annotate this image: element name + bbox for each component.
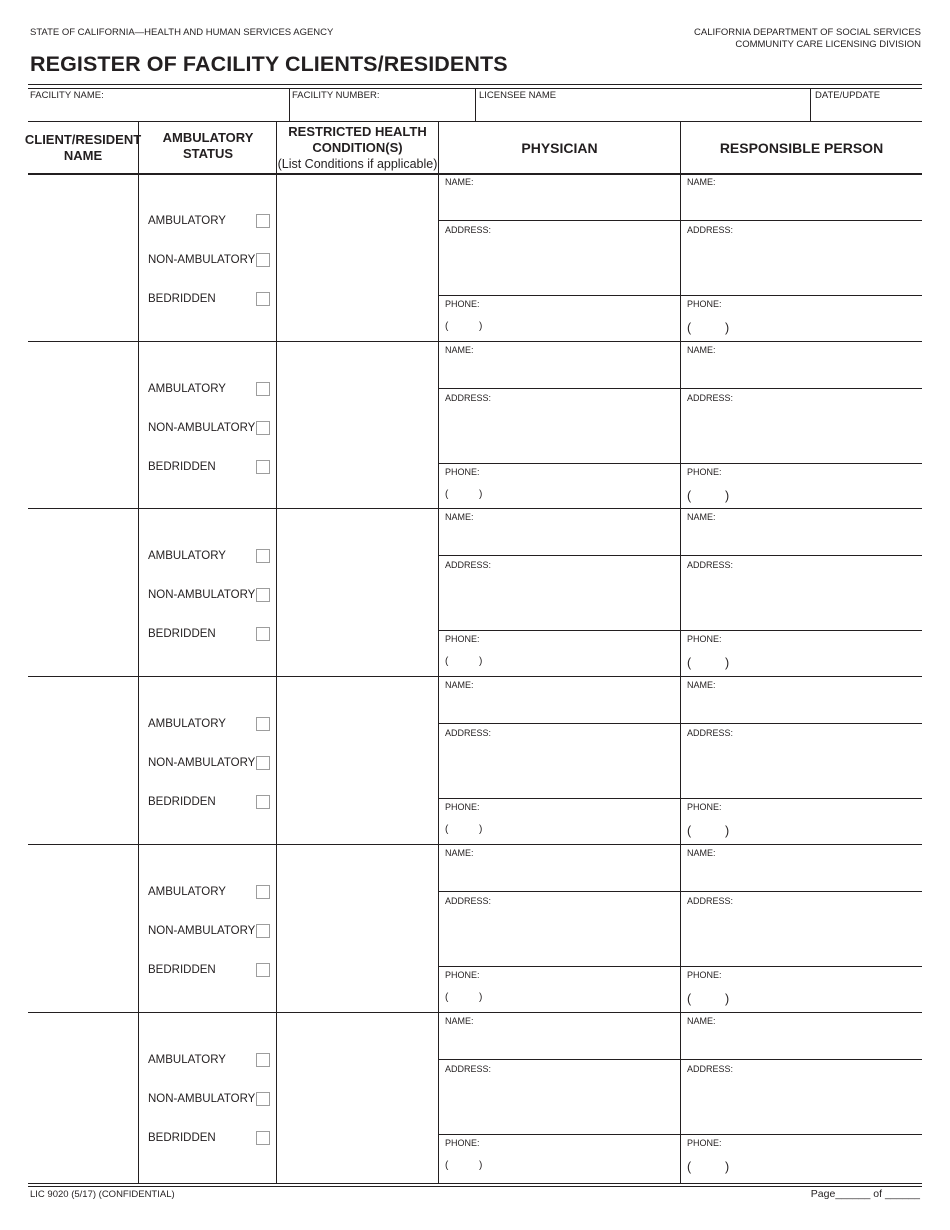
physician-phone-open-paren: ( xyxy=(445,992,449,1003)
non-ambulatory-checkbox[interactable] xyxy=(256,421,270,435)
physician-address-input[interactable] xyxy=(445,574,676,628)
responsible-name-rule xyxy=(681,388,922,389)
physician-phone-label: PHONE: xyxy=(445,802,480,812)
responsible-address-input[interactable] xyxy=(687,239,918,293)
facility-number-input[interactable] xyxy=(294,103,471,119)
responsible-address-input[interactable] xyxy=(687,574,918,628)
status-option-non-ambulatory: NON-AMBULATORY xyxy=(148,757,256,769)
licensee-name-input[interactable] xyxy=(481,103,807,119)
restricted-health-header xyxy=(277,122,438,174)
page-number: Page______ of ______ xyxy=(810,1188,920,1200)
responsible-phone-label: PHONE: xyxy=(687,1138,722,1148)
responsible-name-input[interactable] xyxy=(687,862,918,882)
department-line-1: CALIFORNIA DEPARTMENT OF SOCIAL SERVICES xyxy=(694,27,921,38)
restricted-health-input[interactable] xyxy=(282,1018,438,1174)
status-option-bedridden: BEDRIDDEN xyxy=(148,964,216,976)
physician-address-input[interactable] xyxy=(445,910,676,964)
status-option-ambulatory: AMBULATORY xyxy=(148,886,226,898)
facility-info-row xyxy=(28,89,922,121)
ambulatory-checkbox[interactable] xyxy=(256,1053,270,1067)
status-option-bedridden: BEDRIDDEN xyxy=(148,461,216,473)
responsible-phone-open-paren: ( xyxy=(687,489,692,503)
client-name-input[interactable] xyxy=(32,347,138,503)
physician-address-rule xyxy=(439,463,680,464)
physician-phone-label: PHONE: xyxy=(445,1138,480,1148)
physician-name-rule xyxy=(439,891,680,892)
bedridden-checkbox[interactable] xyxy=(256,627,270,641)
physician-address-rule xyxy=(439,966,680,967)
responsible-name-input[interactable] xyxy=(687,694,918,714)
responsible-address-rule xyxy=(681,630,922,631)
physician-name-rule xyxy=(439,1059,680,1060)
facility-name-input[interactable] xyxy=(32,103,285,119)
physician-name-label: NAME: xyxy=(445,512,474,522)
bedridden-checkbox[interactable] xyxy=(256,460,270,474)
table-bottom-rule-2 xyxy=(28,1186,922,1187)
responsible-phone-input[interactable] xyxy=(737,320,918,338)
physician-phone-input[interactable] xyxy=(495,823,676,841)
responsible-phone-input[interactable] xyxy=(737,1159,918,1177)
ambulatory-checkbox[interactable] xyxy=(256,549,270,563)
bedridden-checkbox[interactable] xyxy=(256,795,270,809)
responsible-name-label: NAME: xyxy=(687,1016,716,1026)
bedridden-checkbox[interactable] xyxy=(256,1131,270,1145)
non-ambulatory-checkbox[interactable] xyxy=(256,588,270,602)
client-name-input[interactable] xyxy=(32,682,138,838)
restricted-health-header-line1: RESTRICTED HEALTH xyxy=(288,124,427,139)
responsible-phone-close-paren: ) xyxy=(725,824,730,838)
physician-phone-close-paren: ) xyxy=(479,489,483,500)
record-row xyxy=(28,173,922,341)
ambulatory-status-header-text: AMBULATORY STATUS xyxy=(162,130,254,161)
bedridden-checkbox[interactable] xyxy=(256,963,270,977)
responsible-address-label: ADDRESS: xyxy=(687,728,734,738)
form-id: LIC 9020 (5/17) (CONFIDENTIAL) xyxy=(30,1189,175,1200)
responsible-phone-label: PHONE: xyxy=(687,970,722,980)
info-divider xyxy=(475,89,476,121)
bedridden-checkbox[interactable] xyxy=(256,292,270,306)
responsible-phone-label: PHONE: xyxy=(687,802,722,812)
physician-phone-open-paren: ( xyxy=(445,489,449,500)
client-name-header xyxy=(24,122,142,174)
physician-phone-input[interactable] xyxy=(495,488,676,506)
physician-name-label: NAME: xyxy=(445,848,474,858)
responsible-name-rule xyxy=(681,723,922,724)
restricted-health-header-sub: (List Conditions if applicable) xyxy=(277,157,438,171)
physician-name-input[interactable] xyxy=(445,526,676,546)
physician-name-input[interactable] xyxy=(445,191,676,211)
physician-name-label: NAME: xyxy=(445,680,474,690)
client-name-input[interactable] xyxy=(32,514,138,670)
physician-phone-open-paren: ( xyxy=(445,656,449,667)
physician-name-input[interactable] xyxy=(445,359,676,379)
physician-address-rule xyxy=(439,295,680,296)
restricted-health-header-line2: CONDITION(S) xyxy=(312,140,403,155)
physician-name-label: NAME: xyxy=(445,1016,474,1026)
record-row xyxy=(28,341,922,509)
responsible-address-input[interactable] xyxy=(687,910,918,964)
client-name-header-line1: CLIENT/RESIDENT xyxy=(24,132,142,147)
physician-address-input[interactable] xyxy=(445,239,676,293)
ambulatory-checkbox[interactable] xyxy=(256,214,270,228)
non-ambulatory-checkbox[interactable] xyxy=(256,253,270,267)
status-option-bedridden: BEDRIDDEN xyxy=(148,628,216,640)
responsible-phone-close-paren: ) xyxy=(725,992,730,1006)
responsible-name-rule xyxy=(681,891,922,892)
responsible-address-label: ADDRESS: xyxy=(687,393,734,403)
record-row xyxy=(28,844,922,1012)
record-row xyxy=(28,1012,922,1180)
status-option-bedridden: BEDRIDDEN xyxy=(148,293,216,305)
responsible-address-rule xyxy=(681,966,922,967)
physician-header xyxy=(439,122,680,174)
physician-name-rule xyxy=(439,555,680,556)
physician-address-input[interactable] xyxy=(445,742,676,796)
physician-phone-open-paren: ( xyxy=(445,824,449,835)
non-ambulatory-checkbox[interactable] xyxy=(256,924,270,938)
physician-phone-label: PHONE: xyxy=(445,299,480,309)
status-option-bedridden: BEDRIDDEN xyxy=(148,796,216,808)
status-option-non-ambulatory: NON-AMBULATORY xyxy=(148,422,256,434)
responsible-name-input[interactable] xyxy=(687,526,918,546)
physician-address-label: ADDRESS: xyxy=(445,225,492,235)
physician-phone-label: PHONE: xyxy=(445,634,480,644)
physician-name-rule xyxy=(439,723,680,724)
department-label xyxy=(694,27,921,51)
responsible-phone-close-paren: ) xyxy=(725,489,730,503)
physician-address-label: ADDRESS: xyxy=(445,896,492,906)
licensee-name-cell xyxy=(477,89,811,121)
responsible-name-rule xyxy=(681,555,922,556)
client-name-input[interactable] xyxy=(32,1018,138,1174)
restricted-health-input[interactable] xyxy=(282,850,438,1006)
facility-number-label: FACILITY NUMBER: xyxy=(292,90,380,101)
responsible-name-rule xyxy=(681,220,922,221)
physician-name-label: NAME: xyxy=(445,345,474,355)
responsible-address-rule xyxy=(681,295,922,296)
ambulatory-checkbox[interactable] xyxy=(256,885,270,899)
form-title: REGISTER OF FACILITY CLIENTS/RESIDENTS xyxy=(30,52,508,76)
responsible-address-input[interactable] xyxy=(687,407,918,461)
physician-header-text: PHYSICIAN xyxy=(521,140,598,156)
client-name-input[interactable] xyxy=(32,850,138,1006)
physician-phone-open-paren: ( xyxy=(445,321,449,332)
facility-name-cell xyxy=(28,89,289,121)
responsible-name-input[interactable] xyxy=(687,191,918,211)
status-option-ambulatory: AMBULATORY xyxy=(148,383,226,395)
status-option-ambulatory: AMBULATORY xyxy=(148,550,226,562)
ambulatory-checkbox[interactable] xyxy=(256,382,270,396)
agency-label: STATE OF CALIFORNIA—HEALTH AND HUMAN SERVICES AGENCY xyxy=(30,27,334,38)
responsible-name-label: NAME: xyxy=(687,512,716,522)
status-option-ambulatory: AMBULATORY xyxy=(148,718,226,730)
physician-address-label: ADDRESS: xyxy=(445,560,492,570)
physician-phone-label: PHONE: xyxy=(445,467,480,477)
status-option-ambulatory: AMBULATORY xyxy=(148,215,226,227)
physician-name-rule xyxy=(439,388,680,389)
responsible-address-label: ADDRESS: xyxy=(687,1064,734,1074)
responsible-phone-input[interactable] xyxy=(737,991,918,1009)
responsible-phone-close-paren: ) xyxy=(725,1160,730,1174)
physician-address-input[interactable] xyxy=(445,1078,676,1132)
ambulatory-checkbox[interactable] xyxy=(256,717,270,731)
physician-phone-input[interactable] xyxy=(495,1159,676,1177)
status-option-non-ambulatory: NON-AMBULATORY xyxy=(148,1093,256,1105)
physician-name-label: NAME: xyxy=(445,177,474,187)
restricted-health-input[interactable] xyxy=(282,514,438,670)
restricted-health-input[interactable] xyxy=(282,179,438,335)
physician-name-input[interactable] xyxy=(445,862,676,882)
responsible-phone-input[interactable] xyxy=(737,488,918,506)
record-row xyxy=(28,676,922,844)
physician-address-rule xyxy=(439,798,680,799)
record-row xyxy=(28,508,922,676)
responsible-name-input[interactable] xyxy=(687,359,918,379)
responsible-address-input[interactable] xyxy=(687,742,918,796)
responsible-phone-label: PHONE: xyxy=(687,299,722,309)
date-update-cell xyxy=(813,89,922,121)
responsible-address-label: ADDRESS: xyxy=(687,896,734,906)
responsible-phone-close-paren: ) xyxy=(725,656,730,670)
physician-address-input[interactable] xyxy=(445,407,676,461)
responsible-phone-open-paren: ( xyxy=(687,656,692,670)
responsible-phone-close-paren: ) xyxy=(725,321,730,335)
restricted-health-input[interactable] xyxy=(282,682,438,838)
responsible-address-label: ADDRESS: xyxy=(687,560,734,570)
client-name-input[interactable] xyxy=(32,179,138,335)
status-option-non-ambulatory: NON-AMBULATORY xyxy=(148,254,256,266)
status-option-ambulatory: AMBULATORY xyxy=(148,1054,226,1066)
responsible-address-rule xyxy=(681,1134,922,1135)
restricted-health-input[interactable] xyxy=(282,347,438,503)
title-rule-top xyxy=(28,84,922,85)
physician-address-rule xyxy=(439,1134,680,1135)
responsible-phone-label: PHONE: xyxy=(687,467,722,477)
physician-phone-close-paren: ) xyxy=(479,1160,483,1171)
physician-address-label: ADDRESS: xyxy=(445,393,492,403)
physician-address-label: ADDRESS: xyxy=(445,1064,492,1074)
info-divider xyxy=(810,89,811,121)
physician-phone-close-paren: ) xyxy=(479,321,483,332)
physician-address-rule xyxy=(439,630,680,631)
physician-phone-open-paren: ( xyxy=(445,1160,449,1171)
responsible-name-label: NAME: xyxy=(687,177,716,187)
physician-name-input[interactable] xyxy=(445,694,676,714)
responsible-address-rule xyxy=(681,463,922,464)
department-line-2: COMMUNITY CARE LICENSING DIVISION xyxy=(735,39,921,50)
responsible-name-label: NAME: xyxy=(687,680,716,690)
physician-phone-input[interactable] xyxy=(495,320,676,338)
physician-phone-label: PHONE: xyxy=(445,970,480,980)
facility-number-cell xyxy=(290,89,475,121)
responsible-address-rule xyxy=(681,798,922,799)
responsible-person-header xyxy=(681,122,922,174)
responsible-phone-input[interactable] xyxy=(737,655,918,673)
status-option-bedridden: BEDRIDDEN xyxy=(148,1132,216,1144)
status-option-non-ambulatory: NON-AMBULATORY xyxy=(148,925,256,937)
responsible-phone-open-paren: ( xyxy=(687,824,692,838)
licensee-name-label: LICENSEE NAME xyxy=(479,90,557,101)
facility-name-label: FACILITY NAME: xyxy=(30,90,104,101)
physician-phone-input[interactable] xyxy=(495,655,676,673)
non-ambulatory-checkbox[interactable] xyxy=(256,756,270,770)
responsible-phone-open-paren: ( xyxy=(687,1160,692,1174)
responsible-address-label: ADDRESS: xyxy=(687,225,734,235)
responsible-name-input[interactable] xyxy=(687,1030,918,1050)
physician-phone-close-paren: ) xyxy=(479,656,483,667)
physician-name-rule xyxy=(439,220,680,221)
responsible-person-header-text: RESPONSIBLE PERSON xyxy=(719,140,884,156)
responsible-name-rule xyxy=(681,1059,922,1060)
client-name-header-line2: NAME xyxy=(63,148,103,163)
table-bottom-rule xyxy=(28,1183,922,1184)
responsible-phone-open-paren: ( xyxy=(687,992,692,1006)
physician-phone-input[interactable] xyxy=(495,991,676,1009)
ambulatory-status-header xyxy=(139,122,277,174)
responsible-phone-input[interactable] xyxy=(737,823,918,841)
responsible-phone-open-paren: ( xyxy=(687,321,692,335)
physician-phone-close-paren: ) xyxy=(479,992,483,1003)
date-update-input[interactable] xyxy=(817,103,918,119)
responsible-phone-label: PHONE: xyxy=(687,634,722,644)
non-ambulatory-checkbox[interactable] xyxy=(256,1092,270,1106)
physician-phone-close-paren: ) xyxy=(479,824,483,835)
status-option-non-ambulatory: NON-AMBULATORY xyxy=(148,589,256,601)
responsible-address-input[interactable] xyxy=(687,1078,918,1132)
responsible-name-label: NAME: xyxy=(687,345,716,355)
responsible-name-label: NAME: xyxy=(687,848,716,858)
physician-address-label: ADDRESS: xyxy=(445,728,492,738)
date-update-label: DATE/UPDATE xyxy=(815,90,881,101)
physician-name-input[interactable] xyxy=(445,1030,676,1050)
